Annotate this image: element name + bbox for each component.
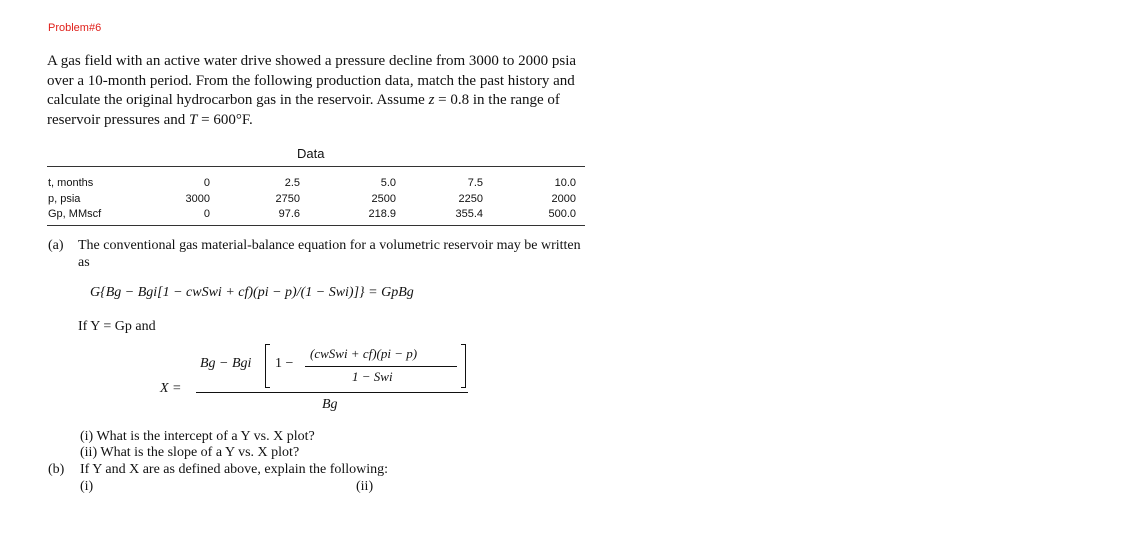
part-b-marker: (b) (48, 462, 65, 477)
table-cell: 500.0 (548, 208, 576, 220)
row-label-pressure: p, psia (48, 193, 81, 205)
question-intercept: (i) What is the intercept of a Y vs. X plot? (80, 429, 315, 444)
table-cell: 0 (203, 177, 210, 189)
table-cell: 218.9 (368, 208, 396, 220)
part-a-text: The conventional gas material-balance equation for a volumetric reservoir may be written as (78, 238, 581, 270)
table-top-rule (47, 166, 585, 167)
table-cell: 2750 (275, 193, 300, 205)
intro-text-1: A gas field with an active water drive showed a pressure decline from 3000 to 2000 psia over a 10-month period. From the following production data, match the past history and calculate the original hydrocarbon gas in the reservoir. Assume (47, 53, 577, 108)
inner-fraction-bar (305, 366, 457, 367)
left-bracket (265, 344, 270, 388)
inner-numerator: (cwSwi + cf)(pi − p) (310, 346, 418, 361)
row-label-time: t, months (48, 177, 94, 189)
part-b-item-ii: (ii) (356, 479, 374, 494)
table-cell: 5.0 (380, 177, 396, 189)
x-numerator: Bg − Bgi (200, 356, 252, 371)
table-bottom-rule (47, 225, 585, 226)
table-cell: 3000 (185, 193, 210, 205)
right-bracket (461, 344, 466, 388)
problem-statement (47, 52, 579, 130)
z-symbol: z (428, 92, 435, 108)
table-cell: 2500 (371, 193, 396, 205)
part-b-item-i: (i) (80, 479, 94, 494)
table-cell: 97.6 (278, 208, 300, 220)
x-denominator: Bg (322, 397, 338, 412)
table-cell: 10.0 (554, 177, 576, 189)
if-y-line: If Y = Gp and (78, 319, 156, 334)
inner-denominator: 1 − Swi (352, 369, 393, 384)
row-label-gp: Gp, MMscf (48, 208, 102, 220)
bracket-one: 1 − (275, 356, 294, 371)
material-balance-equation: G{Bg − Bgi[1 − cwSwi + cf)(pi − p)/(1 − Swi)]} = GpBg (90, 285, 414, 300)
table-cell: 2.5 (284, 177, 300, 189)
question-slope: (ii) What is the slope of a Y vs. X plot? (80, 445, 300, 460)
table-cell: 7.5 (467, 177, 483, 189)
intro-text-3: = 600°F. (197, 111, 253, 128)
table-caption: Data (297, 146, 325, 161)
table-cell: 355.4 (455, 208, 483, 220)
problem-heading: Problem#6 (48, 22, 102, 34)
t-symbol: T (189, 111, 198, 128)
intro-text-2: = 0.8 in the range of reservoir pressures and (47, 92, 560, 128)
x-label: X = (160, 381, 182, 396)
part-a-marker: (a) (48, 238, 64, 253)
table-cell: 0 (203, 208, 210, 220)
x-fraction-bar (196, 392, 468, 393)
part-b-text: If Y and X are as defined above, explain the following: (80, 462, 389, 477)
table-cell: 2250 (458, 193, 483, 205)
table-cell: 2000 (551, 193, 576, 205)
